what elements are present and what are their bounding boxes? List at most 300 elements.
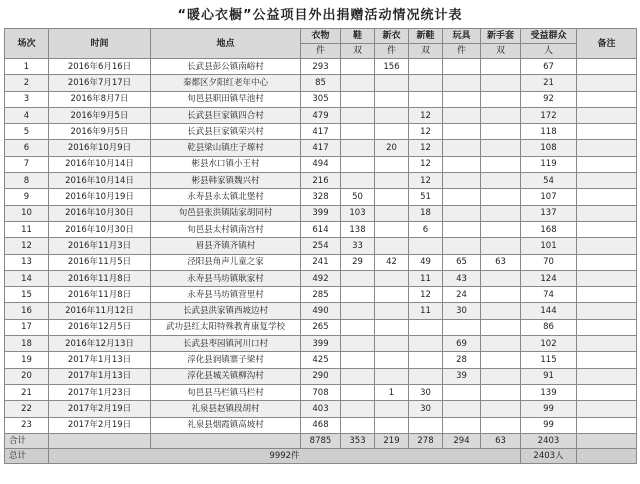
cell-clothes: 494 [301, 156, 341, 172]
table-row [5, 336, 637, 352]
cell-clothes: 614 [301, 221, 341, 237]
unit-new-gloves: 双 [481, 44, 521, 59]
cell-new-clothes: 20 [375, 140, 409, 156]
cell-no: 11 [5, 221, 49, 237]
sum-remark [577, 433, 637, 448]
cell-people: 139 [521, 384, 577, 400]
cell-new-shoes [409, 352, 443, 368]
cell-new-shoes: 51 [409, 189, 443, 205]
donation-table [4, 28, 637, 464]
cell-new-shoes: 18 [409, 205, 443, 221]
cell-place: 长武县巨家镇荣兴村 [151, 124, 301, 140]
cell-shoes [341, 336, 375, 352]
cell-place: 长武县巨家镇四合村 [151, 107, 301, 123]
cell-clothes: 216 [301, 173, 341, 189]
cell-place: 旬邑县马栏镇马栏村 [151, 384, 301, 400]
cell-new-clothes [375, 287, 409, 303]
cell-toys [443, 384, 481, 400]
cell-new-shoes: 12 [409, 156, 443, 172]
cell-no: 2 [5, 75, 49, 91]
statistics-sheet [4, 4, 636, 464]
cell-toys [443, 107, 481, 123]
cell-remark [577, 287, 637, 303]
cell-new-clothes [375, 75, 409, 91]
cell-new-clothes [375, 107, 409, 123]
cell-time: 2016年12月13日 [49, 336, 151, 352]
cell-toys: 39 [443, 368, 481, 384]
cell-new-shoes [409, 238, 443, 254]
cell-new-clothes [375, 319, 409, 335]
cell-new-shoes [409, 417, 443, 433]
cell-shoes [341, 368, 375, 384]
cell-new-gloves [481, 205, 521, 221]
cell-time: 2017年2月19日 [49, 401, 151, 417]
cell-time: 2016年10月9日 [49, 140, 151, 156]
cell-time: 2016年10月30日 [49, 221, 151, 237]
cell-remark [577, 254, 637, 270]
cell-new-gloves: 63 [481, 254, 521, 270]
cell-no: 18 [5, 336, 49, 352]
cell-toys [443, 124, 481, 140]
cell-new-shoes [409, 336, 443, 352]
total-row [5, 448, 637, 463]
cell-people: 74 [521, 287, 577, 303]
cell-place: 淳化县城关镇柳沟村 [151, 368, 301, 384]
cell-new-shoes: 12 [409, 124, 443, 140]
cell-people: 102 [521, 336, 577, 352]
cell-place: 长武县枣园镇河川口村 [151, 336, 301, 352]
cell-people: 99 [521, 401, 577, 417]
cell-new-gloves [481, 107, 521, 123]
table-row [5, 401, 637, 417]
unit-new-shoes: 双 [409, 44, 443, 59]
cell-new-gloves [481, 221, 521, 237]
cell-clothes: 328 [301, 189, 341, 205]
cell-people: 21 [521, 75, 577, 91]
cell-toys [443, 91, 481, 107]
table-row [5, 303, 637, 319]
cell-new-clothes [375, 238, 409, 254]
cell-shoes [341, 319, 375, 335]
header-new-gloves: 新手套 [481, 29, 521, 44]
cell-toys [443, 221, 481, 237]
cell-no: 23 [5, 417, 49, 433]
cell-new-shoes [409, 368, 443, 384]
cell-clothes: 265 [301, 319, 341, 335]
table-row [5, 189, 637, 205]
cell-time: 2016年11月3日 [49, 238, 151, 254]
cell-no: 6 [5, 140, 49, 156]
cell-no: 7 [5, 156, 49, 172]
cell-time: 2017年1月13日 [49, 352, 151, 368]
table-row [5, 384, 637, 400]
cell-new-gloves [481, 140, 521, 156]
cell-place: 淳化县润镇寨子梁村 [151, 352, 301, 368]
cell-place: 彬县韩家镇魏兴村 [151, 173, 301, 189]
cell-new-shoes: 12 [409, 287, 443, 303]
table-row [5, 254, 637, 270]
cell-place: 旬邑县张洪镇陆家胡同村 [151, 205, 301, 221]
sum-toys: 294 [443, 433, 481, 448]
cell-remark [577, 59, 637, 75]
cell-clothes: 417 [301, 140, 341, 156]
cell-clothes: 399 [301, 205, 341, 221]
header-clothes: 衣物 [301, 29, 341, 44]
cell-toys: 43 [443, 270, 481, 286]
cell-new-gloves [481, 238, 521, 254]
cell-clothes: 285 [301, 287, 341, 303]
header-place: 地点 [151, 29, 301, 59]
cell-clothes: 490 [301, 303, 341, 319]
cell-shoes [341, 303, 375, 319]
cell-remark [577, 124, 637, 140]
cell-no: 9 [5, 189, 49, 205]
cell-no: 16 [5, 303, 49, 319]
cell-place: 永寿县马坊镇营里村 [151, 287, 301, 303]
cell-no: 20 [5, 368, 49, 384]
cell-clothes: 399 [301, 336, 341, 352]
cell-no: 1 [5, 59, 49, 75]
cell-toys: 24 [443, 287, 481, 303]
cell-time: 2016年10月30日 [49, 205, 151, 221]
cell-time: 2016年9月5日 [49, 124, 151, 140]
cell-remark [577, 140, 637, 156]
total-items: 9992件 [49, 448, 521, 463]
cell-toys [443, 319, 481, 335]
cell-new-clothes [375, 368, 409, 384]
table-row [5, 91, 637, 107]
cell-toys [443, 173, 481, 189]
cell-new-clothes [375, 124, 409, 140]
cell-shoes: 103 [341, 205, 375, 221]
total-label: 总计 [5, 448, 49, 463]
cell-toys [443, 238, 481, 254]
cell-clothes: 425 [301, 352, 341, 368]
cell-people: 67 [521, 59, 577, 75]
cell-place: 秦都区夕阳红老年中心 [151, 75, 301, 91]
cell-new-gloves [481, 319, 521, 335]
cell-no: 17 [5, 319, 49, 335]
cell-shoes [341, 384, 375, 400]
sum-new-gloves: 63 [481, 433, 521, 448]
cell-shoes [341, 59, 375, 75]
cell-shoes [341, 173, 375, 189]
sum-place [151, 433, 301, 448]
cell-new-gloves [481, 91, 521, 107]
cell-new-clothes: 1 [375, 384, 409, 400]
unit-toys: 件 [443, 44, 481, 59]
cell-new-clothes: 42 [375, 254, 409, 270]
cell-people: 70 [521, 254, 577, 270]
cell-shoes: 50 [341, 189, 375, 205]
cell-new-gloves [481, 75, 521, 91]
cell-no: 8 [5, 173, 49, 189]
cell-place: 旬邑县太村镇南宫村 [151, 221, 301, 237]
cell-new-gloves [481, 287, 521, 303]
cell-shoes: 29 [341, 254, 375, 270]
cell-people: 168 [521, 221, 577, 237]
table-row [5, 221, 637, 237]
cell-time: 2016年11月12日 [49, 303, 151, 319]
cell-clothes: 305 [301, 91, 341, 107]
cell-clothes: 492 [301, 270, 341, 286]
cell-no: 14 [5, 270, 49, 286]
cell-new-clothes [375, 173, 409, 189]
table-row [5, 368, 637, 384]
cell-shoes: 33 [341, 238, 375, 254]
cell-no: 10 [5, 205, 49, 221]
cell-clothes: 479 [301, 107, 341, 123]
cell-toys [443, 417, 481, 433]
cell-shoes [341, 401, 375, 417]
cell-clothes: 708 [301, 384, 341, 400]
cell-toys: 28 [443, 352, 481, 368]
cell-shoes [341, 107, 375, 123]
table-row [5, 205, 637, 221]
cell-new-shoes: 11 [409, 303, 443, 319]
cell-toys: 65 [443, 254, 481, 270]
cell-place: 武功县红太阳特殊教育康复学校 [151, 319, 301, 335]
cell-new-gloves [481, 156, 521, 172]
cell-people: 86 [521, 319, 577, 335]
cell-no: 4 [5, 107, 49, 123]
cell-new-clothes [375, 189, 409, 205]
cell-shoes [341, 287, 375, 303]
unit-new-clothes: 件 [375, 44, 409, 59]
cell-new-shoes: 12 [409, 140, 443, 156]
cell-toys [443, 189, 481, 205]
cell-no: 15 [5, 287, 49, 303]
cell-toys [443, 75, 481, 91]
cell-toys [443, 156, 481, 172]
cell-shoes [341, 124, 375, 140]
table-row [5, 319, 637, 335]
cell-shoes [341, 352, 375, 368]
cell-place: 永寿县永太镇北堡村 [151, 189, 301, 205]
cell-new-shoes [409, 75, 443, 91]
cell-remark [577, 238, 637, 254]
cell-remark [577, 91, 637, 107]
cell-clothes: 468 [301, 417, 341, 433]
cell-shoes [341, 417, 375, 433]
table-row [5, 238, 637, 254]
cell-people: 108 [521, 140, 577, 156]
cell-shoes: 138 [341, 221, 375, 237]
cell-remark [577, 221, 637, 237]
total-remark [577, 448, 637, 463]
cell-people: 144 [521, 303, 577, 319]
cell-place: 永寿县马坊镇耿家村 [151, 270, 301, 286]
cell-people: 172 [521, 107, 577, 123]
header-people: 受益群众 [521, 29, 577, 44]
cell-new-clothes [375, 205, 409, 221]
table-row [5, 156, 637, 172]
cell-time: 2017年1月23日 [49, 384, 151, 400]
cell-new-clothes [375, 417, 409, 433]
cell-clothes: 85 [301, 75, 341, 91]
cell-toys [443, 59, 481, 75]
table-row [5, 270, 637, 286]
cell-clothes: 417 [301, 124, 341, 140]
cell-new-gloves [481, 270, 521, 286]
cell-new-clothes [375, 270, 409, 286]
cell-new-clothes [375, 91, 409, 107]
cell-time: 2017年2月19日 [49, 417, 151, 433]
table-row [5, 59, 637, 75]
cell-people: 137 [521, 205, 577, 221]
cell-shoes [341, 270, 375, 286]
sum-new-clothes: 219 [375, 433, 409, 448]
table-row [5, 124, 637, 140]
cell-clothes: 254 [301, 238, 341, 254]
cell-new-clothes [375, 401, 409, 417]
table-row [5, 75, 637, 91]
cell-remark [577, 303, 637, 319]
cell-toys: 69 [443, 336, 481, 352]
table-row [5, 417, 637, 433]
cell-remark [577, 75, 637, 91]
cell-clothes: 290 [301, 368, 341, 384]
header-new-clothes: 新衣 [375, 29, 409, 44]
cell-toys [443, 140, 481, 156]
sum-new-shoes: 278 [409, 433, 443, 448]
cell-remark [577, 107, 637, 123]
cell-new-gloves [481, 384, 521, 400]
cell-shoes [341, 91, 375, 107]
cell-toys: 30 [443, 303, 481, 319]
cell-shoes [341, 140, 375, 156]
cell-new-shoes: 30 [409, 401, 443, 417]
cell-place: 泾阳县角声儿童之家 [151, 254, 301, 270]
cell-no: 21 [5, 384, 49, 400]
unit-clothes: 件 [301, 44, 341, 59]
cell-people: 101 [521, 238, 577, 254]
sheet-title: “暖心衣橱”公益项目外出捐赠活动情况统计表 [177, 8, 463, 23]
cell-no: 13 [5, 254, 49, 270]
cell-remark [577, 352, 637, 368]
cell-time: 2016年10月19日 [49, 189, 151, 205]
cell-remark [577, 189, 637, 205]
cell-place: 旬邑县职田镇早池村 [151, 91, 301, 107]
header-new-shoes: 新鞋 [409, 29, 443, 44]
cell-remark [577, 417, 637, 433]
cell-people: 92 [521, 91, 577, 107]
cell-new-shoes [409, 91, 443, 107]
table-row [5, 287, 637, 303]
header-row [5, 29, 637, 44]
cell-new-shoes: 12 [409, 173, 443, 189]
cell-remark [577, 205, 637, 221]
cell-new-clothes [375, 352, 409, 368]
table-row [5, 140, 637, 156]
cell-place: 彬县水口镇小王村 [151, 156, 301, 172]
header-remark: 备注 [577, 29, 637, 59]
cell-people: 119 [521, 156, 577, 172]
cell-new-shoes [409, 319, 443, 335]
cell-new-clothes [375, 303, 409, 319]
table-row [5, 352, 637, 368]
cell-new-gloves [481, 368, 521, 384]
cell-people: 54 [521, 173, 577, 189]
cell-time: 2016年8月7日 [49, 91, 151, 107]
cell-clothes: 293 [301, 59, 341, 75]
sum-people: 2403 [521, 433, 577, 448]
sum-label: 合计 [5, 433, 49, 448]
cell-time: 2016年7月17日 [49, 75, 151, 91]
cell-place: 礼泉县赵镇段胡村 [151, 401, 301, 417]
cell-toys [443, 401, 481, 417]
cell-remark [577, 270, 637, 286]
sum-shoes: 353 [341, 433, 375, 448]
cell-place: 礼泉县烟霞镇高坡村 [151, 417, 301, 433]
cell-no: 22 [5, 401, 49, 417]
cell-people: 107 [521, 189, 577, 205]
unit-shoes: 双 [341, 44, 375, 59]
sum-row [5, 433, 637, 448]
cell-people: 91 [521, 368, 577, 384]
cell-place: 眉县齐镇齐镇村 [151, 238, 301, 254]
cell-new-shoes: 30 [409, 384, 443, 400]
cell-new-clothes [375, 156, 409, 172]
cell-toys [443, 205, 481, 221]
cell-new-gloves [481, 124, 521, 140]
cell-time: 2016年11月8日 [49, 287, 151, 303]
cell-new-shoes [409, 59, 443, 75]
cell-time: 2016年10月14日 [49, 173, 151, 189]
cell-people: 99 [521, 417, 577, 433]
cell-new-shoes: 6 [409, 221, 443, 237]
cell-people: 124 [521, 270, 577, 286]
header-shoes: 鞋 [341, 29, 375, 44]
cell-new-shoes: 49 [409, 254, 443, 270]
cell-place: 乾县梁山镇庄子塬村 [151, 140, 301, 156]
cell-remark [577, 384, 637, 400]
cell-shoes [341, 156, 375, 172]
header-no: 场次 [5, 29, 49, 59]
cell-new-clothes: 156 [375, 59, 409, 75]
cell-remark [577, 173, 637, 189]
cell-time: 2016年10月14日 [49, 156, 151, 172]
cell-remark [577, 401, 637, 417]
cell-new-gloves [481, 189, 521, 205]
cell-no: 19 [5, 352, 49, 368]
unit-people: 人 [521, 44, 577, 59]
cell-time: 2016年12月5日 [49, 319, 151, 335]
cell-time: 2016年9月5日 [49, 107, 151, 123]
cell-remark [577, 319, 637, 335]
total-people: 2403人 [521, 448, 577, 463]
sum-clothes: 8785 [301, 433, 341, 448]
cell-place: 长武县洪家镇西坡边村 [151, 303, 301, 319]
cell-people: 118 [521, 124, 577, 140]
cell-no: 3 [5, 91, 49, 107]
header-toys: 玩具 [443, 29, 481, 44]
cell-time: 2016年11月8日 [49, 270, 151, 286]
cell-time: 2016年11月5日 [49, 254, 151, 270]
cell-new-gloves [481, 417, 521, 433]
cell-new-shoes: 11 [409, 270, 443, 286]
cell-new-gloves [481, 303, 521, 319]
cell-clothes: 241 [301, 254, 341, 270]
cell-remark [577, 368, 637, 384]
cell-people: 115 [521, 352, 577, 368]
cell-new-gloves [481, 336, 521, 352]
cell-new-gloves [481, 173, 521, 189]
table-row [5, 107, 637, 123]
cell-no: 5 [5, 124, 49, 140]
cell-place: 长武县彭公镇南峪村 [151, 59, 301, 75]
cell-no: 12 [5, 238, 49, 254]
